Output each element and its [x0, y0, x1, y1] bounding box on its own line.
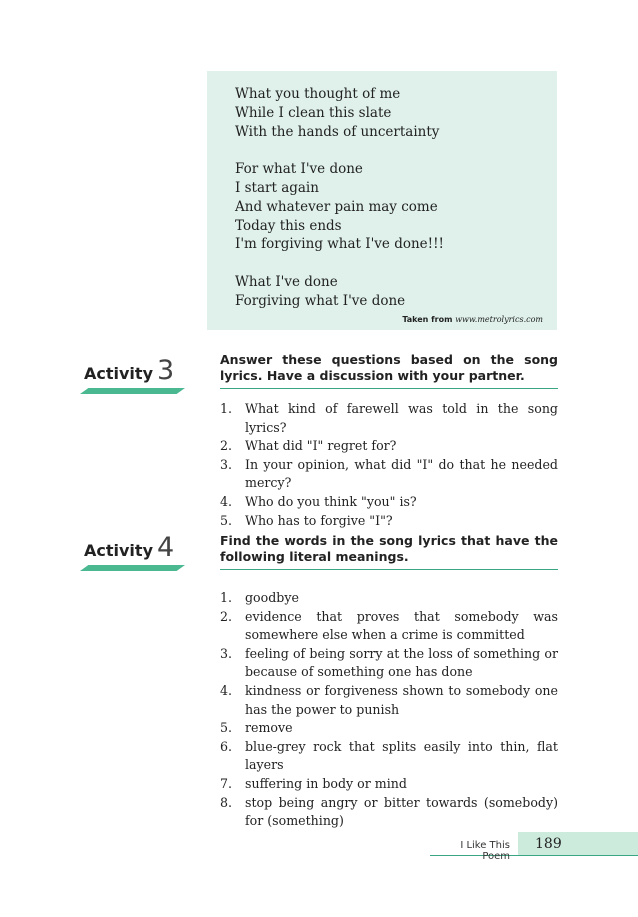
source-site: www.metrolyrics.com	[455, 315, 543, 324]
lyrics-box	[207, 71, 557, 330]
lyric-line: What I've done	[235, 273, 338, 290]
source-credit	[402, 315, 543, 324]
list-item: 2. evidence that proves that somebody was somewhere else when a crime is committed	[220, 608, 558, 643]
running-footer-title: I Like This Poem	[460, 840, 510, 862]
activity-4-heading	[84, 532, 174, 563]
activity-word: Activity	[84, 541, 153, 560]
list-item: 7. suffering in body or mind	[220, 775, 407, 791]
lyric-line: With the hands of uncertainty	[235, 123, 440, 140]
activity-3-heading	[84, 355, 174, 386]
page-number: 189	[535, 836, 562, 852]
activity-3-questions	[220, 400, 558, 530]
list-item: 3. In your opinion, what did "I" do that he needed mercy?	[220, 456, 558, 491]
lyric-line: And whatever pain may come	[235, 198, 438, 215]
lyric-line: I start again	[235, 179, 319, 196]
list-item: 6. blue-grey rock that splits easily into thin, flat layers	[220, 738, 558, 773]
lyric-line: While I clean this slate	[235, 104, 392, 121]
activity-4-questions	[220, 589, 558, 831]
list-item: 4. kindness or forgiveness shown to somebody one has the power to punish	[220, 682, 558, 717]
instruction-divider	[220, 569, 558, 570]
source-label: Taken from	[402, 315, 453, 324]
instruction-divider	[220, 388, 558, 389]
list-item: 4. Who do you think "you" is?	[220, 493, 417, 509]
lyric-line: I'm forgiving what I've done!!!	[235, 236, 444, 253]
list-item: 2. What did "I" regret for?	[220, 438, 397, 454]
activity-number: 4	[157, 532, 175, 563]
list-item: 1. What kind of farewell was told in the song lyrics?	[220, 401, 558, 435]
activity-number: 3	[157, 355, 175, 386]
lyric-line: For what I've done	[235, 161, 363, 178]
activity-4-instruction: Find the words in the song lyrics that have the following literal meanings.	[220, 533, 558, 564]
lyric-line: What you thought of me	[235, 86, 401, 102]
activity-word: Activity	[84, 364, 153, 383]
lyric-line: Today this ends	[235, 217, 342, 234]
list-item: 8. stop being angry or bitter towards (somebody) for (something)	[220, 794, 558, 829]
lyric-line: Forgiving what I've done	[235, 292, 406, 309]
list-item: 5. Who has to forgive "I"?	[220, 512, 393, 528]
list-item: 1. goodbye	[220, 590, 299, 605]
activity-3-instruction: Answer these questions based on the song lyrics. Have a discussion with your partner.	[220, 352, 558, 383]
list-item: 3. feeling of being sorry at the loss of something or because of something one has done	[220, 645, 558, 680]
list-item: 5. remove	[220, 720, 293, 736]
activity-4-bar	[80, 565, 185, 571]
activity-3-bar	[80, 388, 185, 394]
